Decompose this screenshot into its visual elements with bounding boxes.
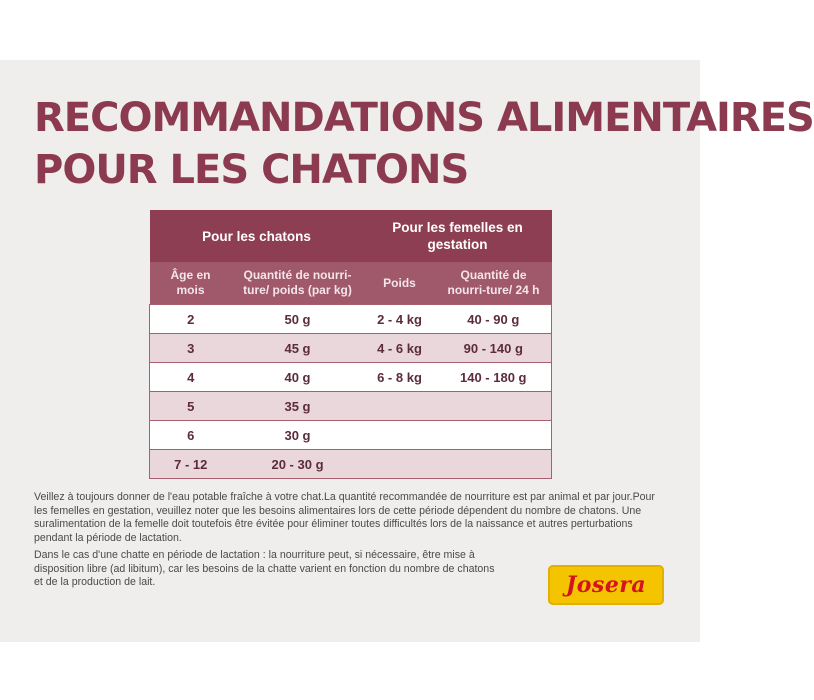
cell-age: 3 [150,334,232,363]
column-header-weight: Poids [364,262,436,305]
cell-age: 6 [150,421,232,450]
logo-text: Josera [565,572,647,598]
cell-food-per-day: 90 - 140 g [436,334,552,363]
feeding-table [149,210,552,479]
page-title [34,92,814,196]
feeding-note-2: Dans le cas d'une chatte en période de lactation : la nourriture peut, si nécessaire, être mise à disposition libre (ad libitum), car les besoins de la chatte varient en fonction du nombre de chatons et de la production de lait. [34,549,495,588]
column-header-food-per-day: Quantité de nourri-ture/ 24 h [436,262,552,305]
feeding-note-1: Veillez à toujours donner de l'eau potable fraîche à votre chat.La quantité recommandée de nourriture est par animal et par jour.Pour les femelles en gestation, veuillez noter que les besoins alimentaires lors de cette période dépendent du nombre de chatons. Une suralimentation de la femelle doit toutefois être évitée pour éliminer toutes difficultés lors de la naissance et autres perturbations pendant la période de lactation. [34,491,655,544]
cell-food-per-kg: 35 g [232,392,364,421]
cell-weight: 4 - 6 kg [364,334,436,363]
cell-weight [364,450,436,479]
column-header-food-per-kg: Quantité de nourri-ture/ poids (par kg) [232,262,364,305]
table-row [150,450,552,479]
table-row [150,363,552,392]
josera-logo [548,565,664,605]
column-header-age: Âge en mois [150,262,232,305]
table-row [150,305,552,334]
cell-food-per-kg: 20 - 30 g [232,450,364,479]
cell-weight [364,392,436,421]
cell-food-per-day [436,450,552,479]
cell-food-per-day [436,392,552,421]
title-line-2: POUR LES CHATONS [34,147,469,193]
cell-food-per-day: 40 - 90 g [436,305,552,334]
table-row [150,334,552,363]
table-row [150,421,552,450]
group-header-kittens: Pour les chatons [150,210,364,262]
cell-weight: 2 - 4 kg [364,305,436,334]
cell-weight: 6 - 8 kg [364,363,436,392]
cell-food-per-kg: 30 g [232,421,364,450]
cell-food-per-kg: 50 g [232,305,364,334]
cell-age: 4 [150,363,232,392]
table-row [150,392,552,421]
group-header-pregnant-females: Pour les femelles en gestation [364,210,552,262]
cell-food-per-day [436,421,552,450]
title-line-1: RECOMMANDATIONS ALIMENTAIRES [34,95,814,141]
cell-age: 2 [150,305,232,334]
cell-food-per-kg: 45 g [232,334,364,363]
cell-weight [364,421,436,450]
cell-age: 5 [150,392,232,421]
cell-food-per-day: 140 - 180 g [436,363,552,392]
cell-food-per-kg: 40 g [232,363,364,392]
cell-age: 7 - 12 [150,450,232,479]
